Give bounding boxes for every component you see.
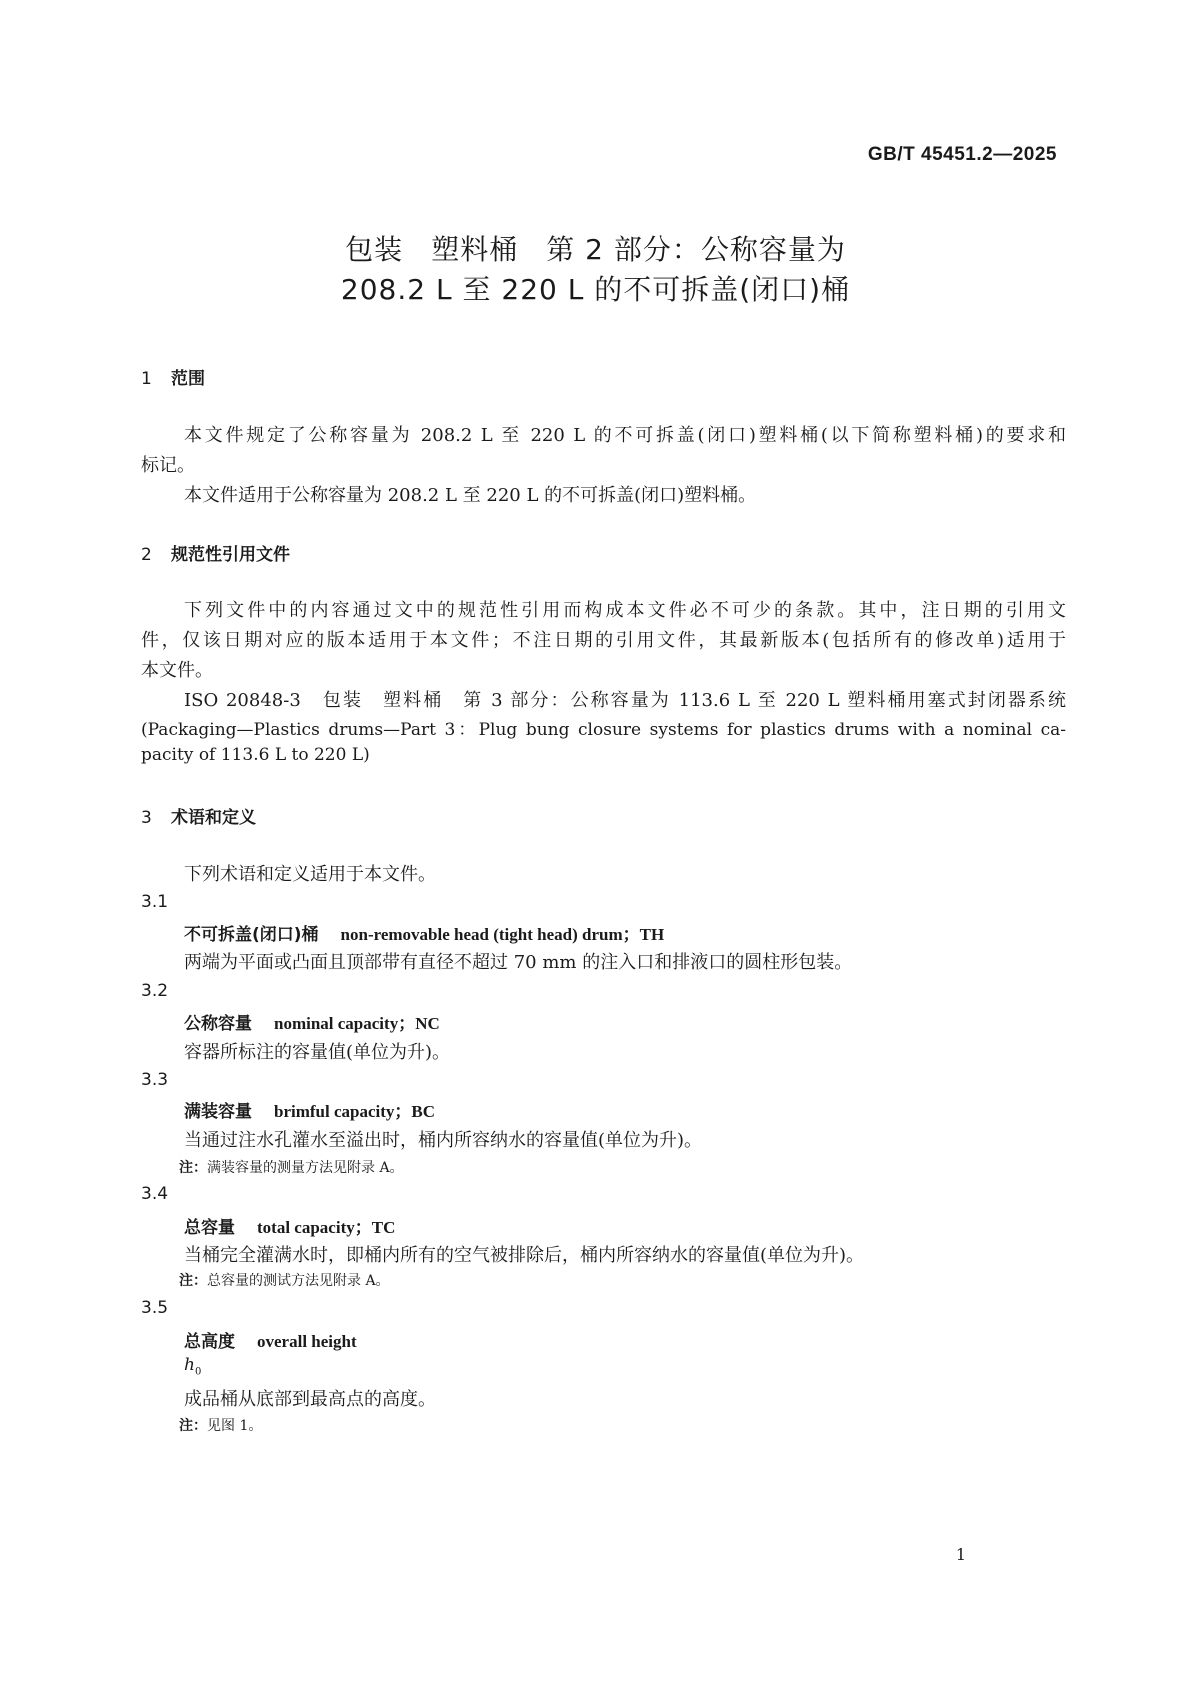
term-3-4-number: 3.4 bbox=[141, 1184, 169, 1204]
section-1-para-1-line-2: 标记。 bbox=[141, 455, 195, 476]
term-3-2-definition: 容器所标注的容量值(单位为升)。 bbox=[184, 1042, 451, 1063]
term-3-1-title: 不可拆盖(闭口)桶 non-removable head (tight head) drum；TH bbox=[184, 925, 665, 945]
section-3-heading: 3 术语和定义 bbox=[141, 808, 256, 828]
document-title-line1: 包装 塑料桶 第 2 部分：公称容量为 bbox=[345, 233, 846, 266]
section-2-para-line-2: 件，仅该日期对应的版本适用于本文件；不注日期的引用文件，其最新版本(包括所有的修改单)适用于 bbox=[141, 630, 1066, 651]
document-number: GB/T 45451.2—2025 bbox=[867, 144, 1057, 165]
term-3-4-definition: 当桶完全灌满水时，即桶内所有的空气被排除后，桶内所容纳水的容量值(单位为升)。 bbox=[184, 1245, 865, 1266]
section-2-heading: 2 规范性引用文件 bbox=[141, 545, 290, 565]
section-1-para-2: 本文件适用于公称容量为 208.2 L 至 220 L 的不可拆盖(闭口)塑料桶。 bbox=[184, 485, 757, 506]
term-3-5-title: 总高度 overall height bbox=[184, 1332, 357, 1352]
term-3-1-number: 3.1 bbox=[141, 892, 169, 912]
page-number: 1 bbox=[955, 1545, 966, 1564]
term-3-5-symbol: $h_0$ bbox=[184, 1355, 202, 1378]
term-3-5-note: 注：见图 1。 bbox=[179, 1418, 263, 1434]
normative-reference-line-1: ISO 20848-3 包装 塑料桶 第 3 部分：公称容量为 113.6 L 至 220 L 塑料桶用塞式封闭器系统 bbox=[184, 690, 1066, 711]
term-3-4-title: 总容量 total capacity；TC bbox=[184, 1218, 396, 1238]
term-3-4-note: 注：总容量的测试方法见附录 A。 bbox=[179, 1273, 390, 1289]
section-1-para-1-line-1: 本文件规定了公称容量为 208.2 L 至 220 L 的不可拆盖(闭口)塑料桶(以下简称塑料桶)的要求和 bbox=[184, 425, 1066, 446]
normative-reference-line-2: (Packaging—Plastics drums—Part 3：Plug bung closure systems for plastics drums with a nominal ca- bbox=[141, 720, 1066, 740]
document-title-line2: 208.2 L 至 220 L 的不可拆盖(闭口)桶 bbox=[340, 273, 851, 306]
normative-reference-line-3: pacity of 113.6 L to 220 L) bbox=[141, 745, 370, 765]
term-3-3-definition: 当通过注水孔灌水至溢出时，桶内所容纳水的容量值(单位为升)。 bbox=[184, 1130, 703, 1151]
section-2-para-line-3: 本文件。 bbox=[141, 660, 213, 681]
section-1-heading: 1 范围 bbox=[141, 369, 205, 389]
term-3-3-note: 注：满装容量的测量方法见附录 A。 bbox=[179, 1160, 404, 1176]
term-3-5-number: 3.5 bbox=[141, 1298, 169, 1318]
term-3-5-definition: 成品桶从底部到最高点的高度。 bbox=[184, 1389, 436, 1410]
term-3-2-title: 公称容量 nominal capacity；NC bbox=[184, 1014, 440, 1034]
term-3-3-title: 满装容量 brimful capacity；BC bbox=[184, 1102, 436, 1122]
section-2-para-line-1: 下列文件中的内容通过文中的规范性引用而构成本文件必不可少的条款。其中，注日期的引用文 bbox=[184, 600, 1066, 621]
term-3-3-number: 3.3 bbox=[141, 1070, 169, 1090]
term-3-1-definition: 两端为平面或凸面且顶部带有直径不超过 70 mm 的注入口和排液口的圆柱形包装。 bbox=[184, 952, 853, 973]
term-3-2-number: 3.2 bbox=[141, 981, 169, 1001]
section-3-intro: 下列术语和定义适用于本文件。 bbox=[184, 864, 436, 885]
